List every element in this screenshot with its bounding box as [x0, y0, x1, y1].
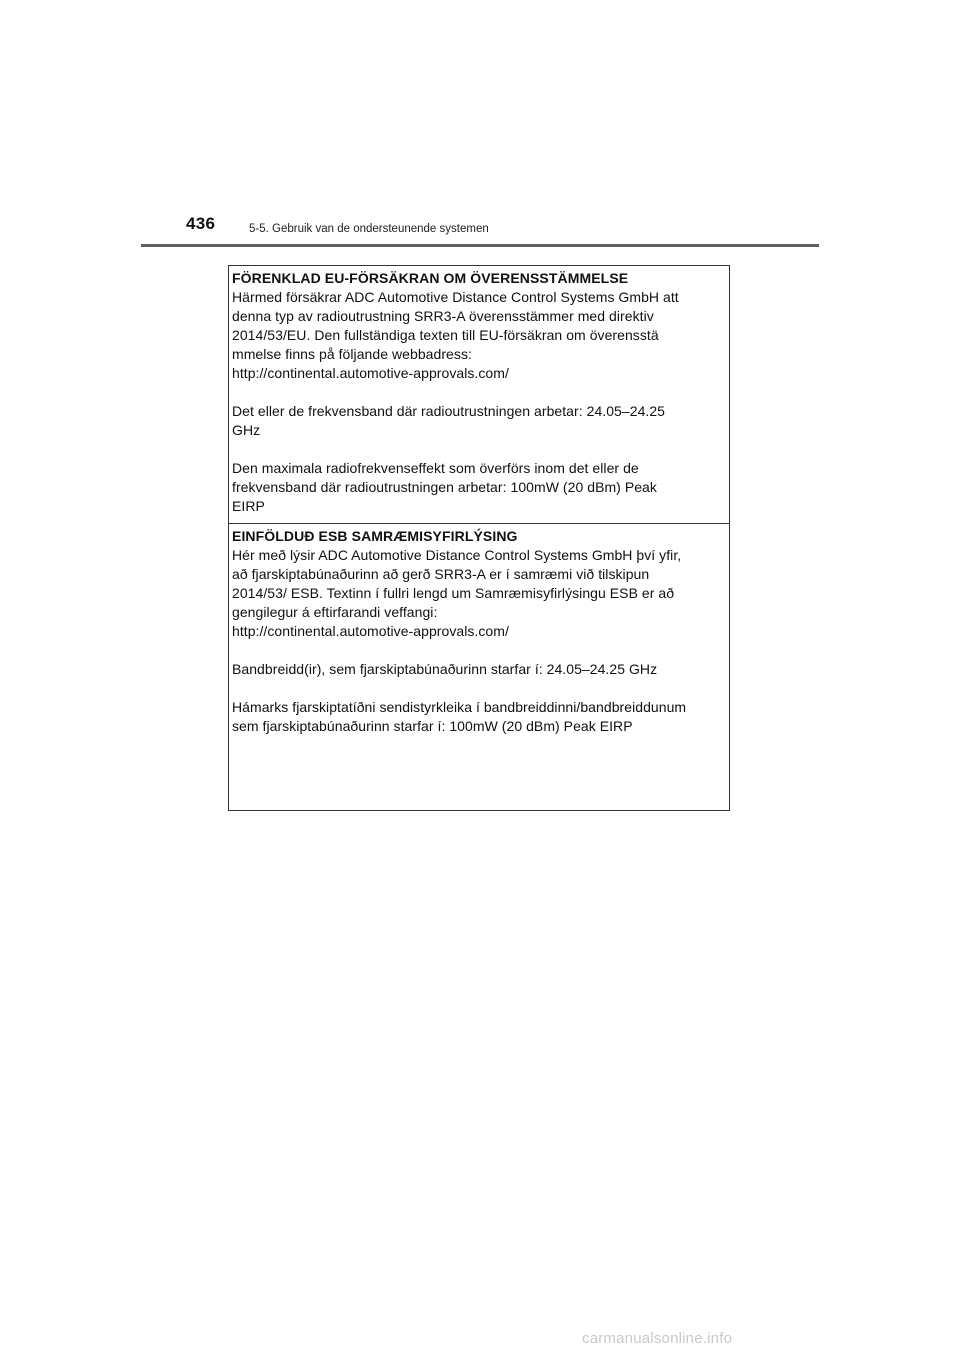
section-title: 5-5. Gebruik van de ondersteunende systemen	[249, 223, 489, 235]
swedish-paragraph-1	[232, 288, 725, 383]
icelandic-paragraph-2	[232, 660, 725, 679]
text-line: Hér með lýsir ADC Automotive Distance Control Systems GmbH því yfir,	[232, 547, 682, 563]
text-line: Bandbreidd(ir), sem fjarskiptabúnaðurinn starfar í: 24.05–24.25 GHz	[232, 661, 658, 677]
text-line: sem fjarskiptabúnaðurinn starfar í: 100mW (20 dBm) Peak EIRP	[232, 718, 633, 734]
text-line: Härmed försäkrar ADC Automotive Distance Control Systems GmbH att	[232, 289, 679, 305]
text-line: denna typ av radioutrustning SRR3-A överensstämmer med direktiv	[232, 308, 654, 324]
text-line: frekvensband där radioutrustningen arbetar: 100mW (20 dBm) Peak	[232, 479, 657, 495]
declaration-box	[228, 265, 730, 811]
page-number: 436	[186, 214, 216, 233]
url-text: http://continental.automotive-approvals.com/	[232, 365, 509, 381]
text-line: 2014/53/ ESB. Textinn í fullri lengd um Samræmisyfirlýsingu ESB er að	[232, 585, 675, 601]
icelandic-paragraph-3	[232, 698, 725, 736]
text-line: Den maximala radiofrekvenseffekt som överförs inom det eller de	[232, 460, 639, 476]
icelandic-title: EINFÖLDUÐ ESB SAMRÆMISYFIRLÝSING	[232, 528, 518, 544]
text-line: EIRP	[232, 498, 265, 514]
watermark: carmanualsonline.info	[582, 1330, 733, 1347]
text-line: Hámarks fjarskiptatíðni sendistyrkleika í bandbreiddinni/bandbreiddunum	[232, 699, 687, 715]
text-line: mmelse finns på följande webbadress:	[232, 346, 472, 362]
swedish-title: FÖRENKLAD EU-FÖRSÄKRAN OM ÖVERENSSTÄMMELSE	[232, 270, 629, 286]
text-line: Det eller de frekvensband där radioutrustningen arbetar: 24.05–24.25	[232, 403, 666, 419]
icelandic-declaration	[229, 524, 729, 809]
url-text: http://continental.automotive-approvals.com/	[232, 623, 509, 639]
text-line: 2014/53/EU. Den fullständiga texten till EU-försäkran om överensstä	[232, 327, 659, 343]
swedish-declaration	[229, 266, 729, 524]
text-line: að fjarskiptabúnaðurinn að gerð SRR3-A er í samræmi við tilskipun	[232, 566, 650, 582]
text-line: gengilegur á eftirfarandi veffangi:	[232, 604, 438, 620]
swedish-paragraph-2	[232, 402, 725, 440]
icelandic-paragraph-1	[232, 546, 725, 641]
header-rule	[141, 244, 819, 247]
swedish-paragraph-3	[232, 459, 725, 516]
text-line: GHz	[232, 422, 261, 438]
